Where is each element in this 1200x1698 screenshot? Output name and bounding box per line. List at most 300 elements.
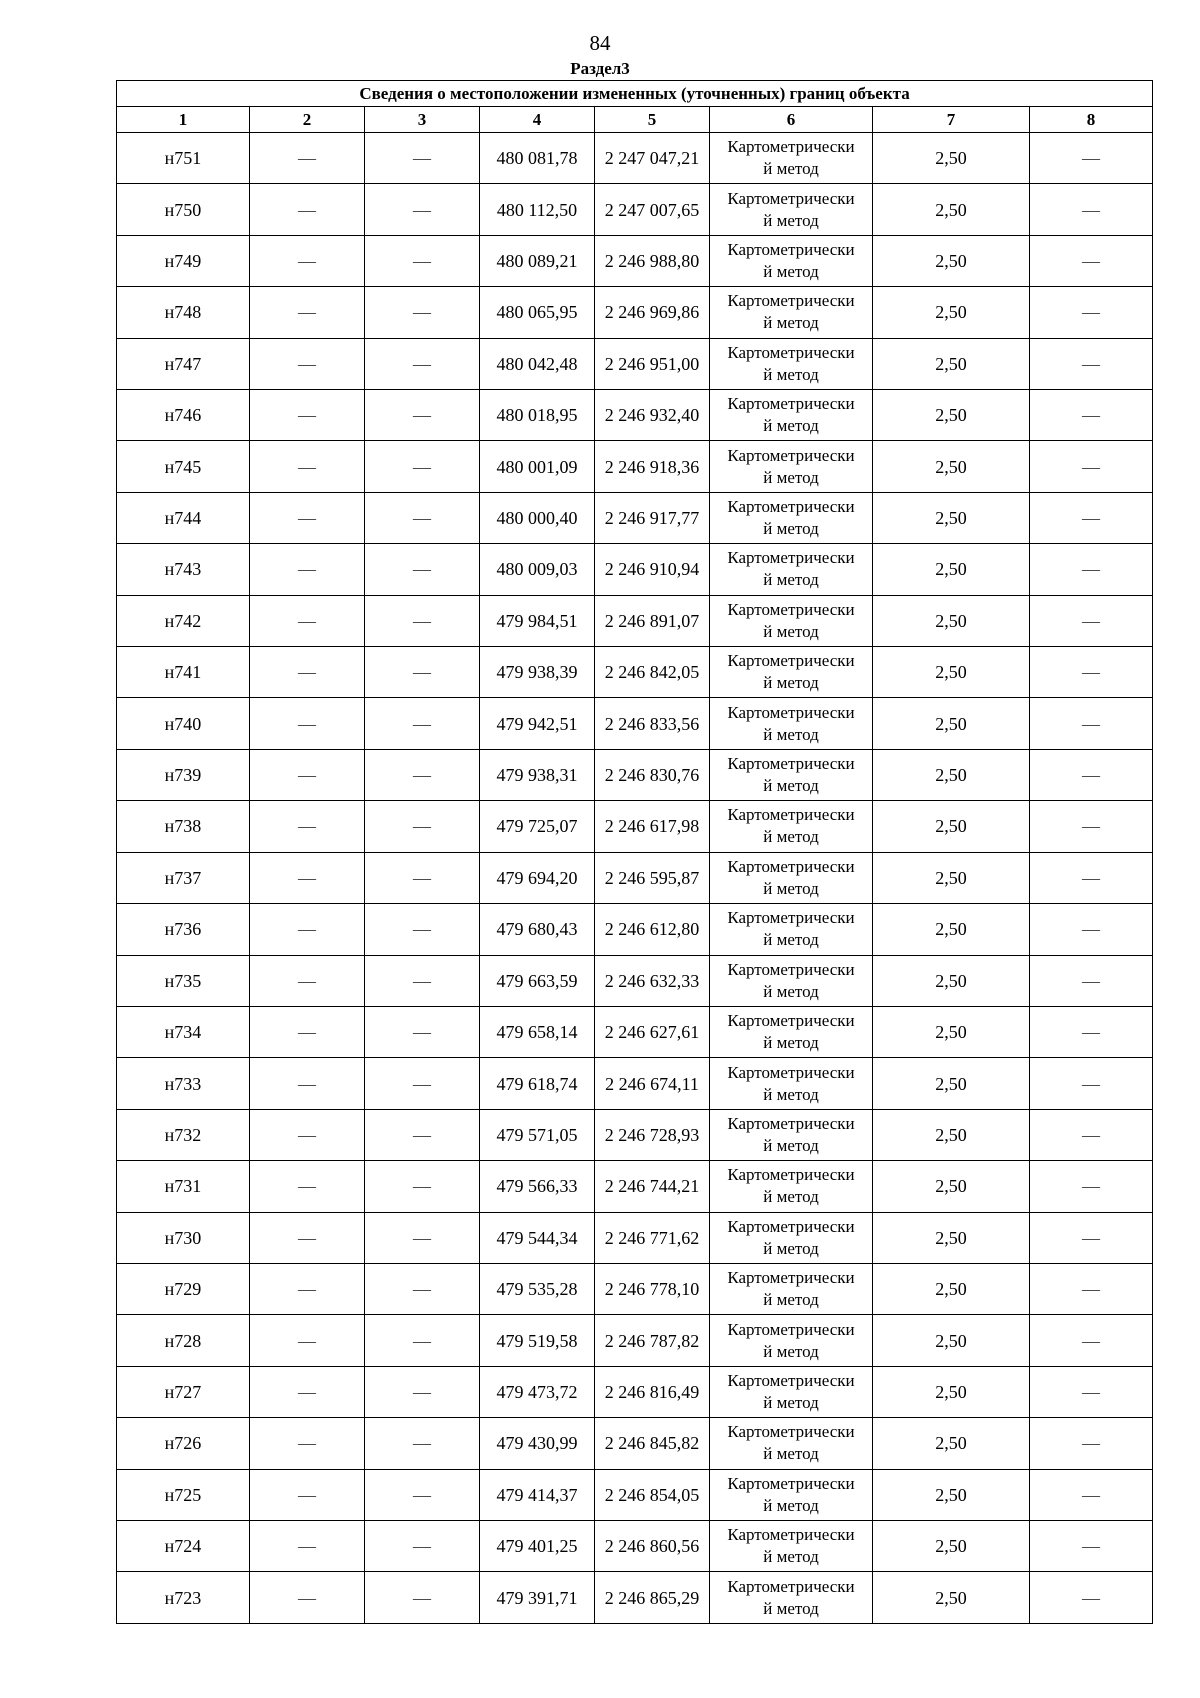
column-8-cell: — — [1030, 852, 1153, 903]
method-line-2: й метод — [763, 416, 819, 436]
column-2-cell: — — [250, 852, 365, 903]
method-line-2: й метод — [763, 467, 819, 487]
column-2-cell: — — [250, 1212, 365, 1263]
method-line-1: Картометрически — [727, 702, 855, 722]
accuracy-cell: 2,50 — [873, 492, 1030, 543]
method-line-2: й метод — [763, 827, 819, 847]
column-2-cell: — — [250, 1572, 365, 1624]
point-number-cell: н750 — [117, 184, 250, 235]
column-8-cell: — — [1030, 441, 1153, 492]
column-8-cell: — — [1030, 1520, 1153, 1571]
method-line-2: й метод — [763, 313, 819, 333]
point-number-cell: н748 — [117, 287, 250, 338]
method-cell — [710, 184, 873, 235]
y-coordinate-cell: 2 247 007,65 — [595, 184, 710, 235]
column-number: 7 — [873, 107, 1030, 133]
point-number-cell: н733 — [117, 1058, 250, 1109]
column-3-cell: — — [365, 852, 480, 903]
method-line-1: Картометрически — [727, 754, 855, 774]
y-coordinate-cell: 2 246 860,56 — [595, 1520, 710, 1571]
y-coordinate-cell: 2 246 918,36 — [595, 441, 710, 492]
method-line-1: Картометрически — [727, 1011, 855, 1031]
column-3-cell: — — [365, 801, 480, 852]
y-coordinate-cell: 2 246 632,33 — [595, 955, 710, 1006]
column-3-cell: — — [365, 1469, 480, 1520]
column-3-cell: — — [365, 544, 480, 595]
x-coordinate-cell: 480 000,40 — [480, 492, 595, 543]
point-number-cell: н744 — [117, 492, 250, 543]
method-line-1: Картометрически — [727, 445, 855, 465]
column-2-cell: — — [250, 698, 365, 749]
column-2-cell: — — [250, 595, 365, 646]
accuracy-cell: 2,50 — [873, 1366, 1030, 1417]
method-cell — [710, 1418, 873, 1469]
table-row — [117, 595, 1153, 646]
x-coordinate-cell: 480 112,50 — [480, 184, 595, 235]
x-coordinate-cell: 480 001,09 — [480, 441, 595, 492]
accuracy-cell: 2,50 — [873, 390, 1030, 441]
accuracy-cell: 2,50 — [873, 1212, 1030, 1263]
method-cell — [710, 955, 873, 1006]
y-coordinate-cell: 2 246 830,76 — [595, 749, 710, 800]
column-2-cell: — — [250, 441, 365, 492]
column-number: 2 — [250, 107, 365, 133]
method-line-1: Картометрически — [727, 291, 855, 311]
method-line-1: Картометрически — [727, 1525, 855, 1545]
point-number-cell: н747 — [117, 338, 250, 389]
method-cell — [710, 595, 873, 646]
x-coordinate-cell: 479 535,28 — [480, 1263, 595, 1314]
column-3-cell: — — [365, 1520, 480, 1571]
point-number-cell: н726 — [117, 1418, 250, 1469]
method-line-1: Картометрически — [727, 1370, 855, 1390]
column-2-cell: — — [250, 904, 365, 955]
method-line-2: й метод — [763, 364, 819, 384]
column-number: 5 — [595, 107, 710, 133]
column-8-cell: — — [1030, 1161, 1153, 1212]
column-2-cell: — — [250, 338, 365, 389]
column-8-cell: — — [1030, 698, 1153, 749]
column-2-cell: — — [250, 492, 365, 543]
y-coordinate-cell: 2 246 969,86 — [595, 287, 710, 338]
method-line-1: Картометрически — [727, 1062, 855, 1082]
column-3-cell: — — [365, 698, 480, 749]
column-2-cell: — — [250, 184, 365, 235]
y-coordinate-cell: 2 246 787,82 — [595, 1315, 710, 1366]
method-cell — [710, 1469, 873, 1520]
method-cell — [710, 1109, 873, 1160]
method-line-1: Картометрически — [727, 1165, 855, 1185]
column-number-row — [117, 107, 1153, 133]
column-8-cell: — — [1030, 955, 1153, 1006]
accuracy-cell: 2,50 — [873, 184, 1030, 235]
column-8-cell: — — [1030, 1263, 1153, 1314]
method-line-1: Картометрически — [727, 1473, 855, 1493]
x-coordinate-cell: 479 984,51 — [480, 595, 595, 646]
table-row — [117, 1520, 1153, 1571]
method-line-1: Картометрически — [727, 240, 855, 260]
method-line-2: й метод — [763, 1495, 819, 1515]
method-line-1: Картометрически — [727, 856, 855, 876]
method-cell — [710, 1366, 873, 1417]
accuracy-cell: 2,50 — [873, 338, 1030, 389]
table-row — [117, 133, 1153, 184]
y-coordinate-cell: 2 246 833,56 — [595, 698, 710, 749]
x-coordinate-cell: 480 009,03 — [480, 544, 595, 595]
method-cell — [710, 1263, 873, 1314]
point-number-cell: н737 — [117, 852, 250, 903]
method-line-1: Картометрически — [727, 1319, 855, 1339]
accuracy-cell: 2,50 — [873, 955, 1030, 1006]
boundary-coordinates-table — [116, 80, 1153, 1624]
column-3-cell: — — [365, 1263, 480, 1314]
table-row — [117, 1161, 1153, 1212]
column-number: 4 — [480, 107, 595, 133]
column-8-cell: — — [1030, 801, 1153, 852]
x-coordinate-cell: 479 680,43 — [480, 904, 595, 955]
table-row — [117, 698, 1153, 749]
method-cell — [710, 492, 873, 543]
method-cell — [710, 647, 873, 698]
column-8-cell: — — [1030, 1109, 1153, 1160]
column-8-cell: — — [1030, 647, 1153, 698]
method-cell — [710, 1315, 873, 1366]
point-number-cell: н730 — [117, 1212, 250, 1263]
column-3-cell: — — [365, 904, 480, 955]
method-line-2: й метод — [763, 878, 819, 898]
method-line-1: Картометрически — [727, 599, 855, 619]
method-cell — [710, 133, 873, 184]
column-2-cell: — — [250, 1315, 365, 1366]
method-line-1: Картометрически — [727, 188, 855, 208]
column-3-cell: — — [365, 492, 480, 543]
column-8-cell: — — [1030, 184, 1153, 235]
column-8-cell: — — [1030, 235, 1153, 286]
point-number-cell: н724 — [117, 1520, 250, 1571]
column-2-cell: — — [250, 1418, 365, 1469]
column-8-cell: — — [1030, 1469, 1153, 1520]
accuracy-cell: 2,50 — [873, 1469, 1030, 1520]
x-coordinate-cell: 479 618,74 — [480, 1058, 595, 1109]
table-row — [117, 544, 1153, 595]
column-3-cell: — — [365, 390, 480, 441]
column-8-cell: — — [1030, 1366, 1153, 1417]
method-line-1: Картометрически — [727, 805, 855, 825]
method-line-2: й метод — [763, 262, 819, 282]
table-row — [117, 647, 1153, 698]
x-coordinate-cell: 479 658,14 — [480, 1006, 595, 1057]
x-coordinate-cell: 479 430,99 — [480, 1418, 595, 1469]
x-coordinate-cell: 479 414,37 — [480, 1469, 595, 1520]
y-coordinate-cell: 2 246 951,00 — [595, 338, 710, 389]
column-number: 3 — [365, 107, 480, 133]
column-3-cell: — — [365, 647, 480, 698]
column-8-cell: — — [1030, 1212, 1153, 1263]
point-number-cell: н740 — [117, 698, 250, 749]
table-row — [117, 235, 1153, 286]
accuracy-cell: 2,50 — [873, 698, 1030, 749]
method-line-2: й метод — [763, 570, 819, 590]
y-coordinate-cell: 2 246 728,93 — [595, 1109, 710, 1160]
accuracy-cell: 2,50 — [873, 287, 1030, 338]
method-line-1: Картометрически — [727, 497, 855, 517]
column-8-cell: — — [1030, 1058, 1153, 1109]
accuracy-cell: 2,50 — [873, 1315, 1030, 1366]
column-3-cell: — — [365, 1161, 480, 1212]
method-line-2: й метод — [763, 621, 819, 641]
table-row — [117, 338, 1153, 389]
method-line-1: Картометрически — [727, 1113, 855, 1133]
x-coordinate-cell: 480 018,95 — [480, 390, 595, 441]
page-number: 84 — [589, 31, 611, 55]
y-coordinate-cell: 2 246 778,10 — [595, 1263, 710, 1314]
y-coordinate-cell: 2 246 842,05 — [595, 647, 710, 698]
method-line-2: й метод — [763, 1392, 819, 1412]
column-3-cell: — — [365, 1006, 480, 1057]
x-coordinate-cell: 480 065,95 — [480, 287, 595, 338]
method-line-1: Картометрически — [727, 1422, 855, 1442]
column-3-cell: — — [365, 1315, 480, 1366]
accuracy-cell: 2,50 — [873, 1418, 1030, 1469]
column-3-cell: — — [365, 749, 480, 800]
accuracy-cell: 2,50 — [873, 801, 1030, 852]
column-8-cell: — — [1030, 904, 1153, 955]
method-cell — [710, 287, 873, 338]
method-line-1: Картометрически — [727, 959, 855, 979]
y-coordinate-cell: 2 246 771,62 — [595, 1212, 710, 1263]
point-number-cell: н741 — [117, 647, 250, 698]
y-coordinate-cell: 2 246 932,40 — [595, 390, 710, 441]
y-coordinate-cell: 2 246 854,05 — [595, 1469, 710, 1520]
column-2-cell: — — [250, 1109, 365, 1160]
column-3-cell: — — [365, 338, 480, 389]
point-number-cell: н736 — [117, 904, 250, 955]
point-number-cell: н746 — [117, 390, 250, 441]
column-2-cell: — — [250, 390, 365, 441]
x-coordinate-cell: 479 938,39 — [480, 647, 595, 698]
column-2-cell: — — [250, 1006, 365, 1057]
method-cell — [710, 904, 873, 955]
table-row — [117, 1263, 1153, 1314]
column-3-cell: — — [365, 1572, 480, 1624]
column-3-cell: — — [365, 1418, 480, 1469]
table-row — [117, 801, 1153, 852]
accuracy-cell: 2,50 — [873, 647, 1030, 698]
table-row — [117, 904, 1153, 955]
point-number-cell: н729 — [117, 1263, 250, 1314]
column-8-cell: — — [1030, 749, 1153, 800]
y-coordinate-cell: 2 246 891,07 — [595, 595, 710, 646]
accuracy-cell: 2,50 — [873, 852, 1030, 903]
method-cell — [710, 1572, 873, 1624]
column-8-cell: — — [1030, 133, 1153, 184]
accuracy-cell: 2,50 — [873, 1161, 1030, 1212]
method-line-1: Картометрически — [727, 394, 855, 414]
method-line-2: й метод — [763, 1238, 819, 1258]
x-coordinate-cell: 479 473,72 — [480, 1366, 595, 1417]
column-2-cell: — — [250, 1469, 365, 1520]
table-row — [117, 1366, 1153, 1417]
y-coordinate-cell: 2 246 988,80 — [595, 235, 710, 286]
method-line-2: й метод — [763, 1135, 819, 1155]
point-number-cell: н749 — [117, 235, 250, 286]
column-number: 8 — [1030, 107, 1153, 133]
table-row — [117, 749, 1153, 800]
method-line-2: й метод — [763, 1033, 819, 1053]
x-coordinate-cell: 479 571,05 — [480, 1109, 595, 1160]
accuracy-cell: 2,50 — [873, 133, 1030, 184]
y-coordinate-cell: 2 246 910,94 — [595, 544, 710, 595]
table-row — [117, 492, 1153, 543]
accuracy-cell: 2,50 — [873, 1058, 1030, 1109]
column-2-cell: — — [250, 1520, 365, 1571]
x-coordinate-cell: 480 081,78 — [480, 133, 595, 184]
method-line-1: Картометрически — [727, 1216, 855, 1236]
column-2-cell: — — [250, 133, 365, 184]
method-cell — [710, 852, 873, 903]
column-number: 6 — [710, 107, 873, 133]
accuracy-cell: 2,50 — [873, 1109, 1030, 1160]
method-line-2: й метод — [763, 159, 819, 179]
method-line-2: й метод — [763, 981, 819, 1001]
table-row — [117, 1469, 1153, 1520]
method-line-2: й метод — [763, 930, 819, 950]
column-3-cell: — — [365, 1109, 480, 1160]
column-2-cell: — — [250, 1161, 365, 1212]
accuracy-cell: 2,50 — [873, 1572, 1030, 1624]
table-caption: Сведения о местоположении измененных (уточненных) границ объекта — [117, 81, 1153, 107]
column-2-cell: — — [250, 235, 365, 286]
accuracy-cell: 2,50 — [873, 441, 1030, 492]
column-2-cell: — — [250, 801, 365, 852]
point-number-cell: н728 — [117, 1315, 250, 1366]
column-3-cell: — — [365, 235, 480, 286]
x-coordinate-cell: 479 694,20 — [480, 852, 595, 903]
method-cell — [710, 235, 873, 286]
y-coordinate-cell: 2 246 845,82 — [595, 1418, 710, 1469]
method-line-2: й метод — [763, 776, 819, 796]
method-cell — [710, 1212, 873, 1263]
method-cell — [710, 1161, 873, 1212]
table-row — [117, 184, 1153, 235]
method-line-1: Картометрически — [727, 137, 855, 157]
column-8-cell: — — [1030, 390, 1153, 441]
method-line-2: й метод — [763, 1444, 819, 1464]
method-line-1: Картометрически — [727, 548, 855, 568]
x-coordinate-cell: 479 938,31 — [480, 749, 595, 800]
column-2-cell: — — [250, 544, 365, 595]
y-coordinate-cell: 2 246 627,61 — [595, 1006, 710, 1057]
y-coordinate-cell: 2 246 816,49 — [595, 1366, 710, 1417]
column-8-cell: — — [1030, 287, 1153, 338]
point-number-cell: н725 — [117, 1469, 250, 1520]
method-cell — [710, 441, 873, 492]
x-coordinate-cell: 479 942,51 — [480, 698, 595, 749]
column-8-cell: — — [1030, 1418, 1153, 1469]
point-number-cell: н734 — [117, 1006, 250, 1057]
accuracy-cell: 2,50 — [873, 544, 1030, 595]
column-3-cell: — — [365, 955, 480, 1006]
column-2-cell: — — [250, 647, 365, 698]
column-3-cell: — — [365, 595, 480, 646]
point-number-cell: н732 — [117, 1109, 250, 1160]
x-coordinate-cell: 479 566,33 — [480, 1161, 595, 1212]
column-2-cell: — — [250, 1366, 365, 1417]
point-number-cell: н738 — [117, 801, 250, 852]
method-cell — [710, 390, 873, 441]
method-cell — [710, 1006, 873, 1057]
point-number-cell: н745 — [117, 441, 250, 492]
column-2-cell: — — [250, 287, 365, 338]
table-row — [117, 1212, 1153, 1263]
table-row — [117, 390, 1153, 441]
method-cell — [710, 1520, 873, 1571]
point-number-cell: н727 — [117, 1366, 250, 1417]
point-number-cell: н731 — [117, 1161, 250, 1212]
accuracy-cell: 2,50 — [873, 1263, 1030, 1314]
x-coordinate-cell: 480 042,48 — [480, 338, 595, 389]
y-coordinate-cell: 2 246 674,11 — [595, 1058, 710, 1109]
y-coordinate-cell: 2 247 047,21 — [595, 133, 710, 184]
accuracy-cell: 2,50 — [873, 235, 1030, 286]
column-3-cell: — — [365, 184, 480, 235]
column-3-cell: — — [365, 1212, 480, 1263]
y-coordinate-cell: 2 246 612,80 — [595, 904, 710, 955]
y-coordinate-cell: 2 246 744,21 — [595, 1161, 710, 1212]
column-8-cell: — — [1030, 492, 1153, 543]
x-coordinate-cell: 479 663,59 — [480, 955, 595, 1006]
method-cell — [710, 338, 873, 389]
method-line-2: й метод — [763, 1341, 819, 1361]
method-line-2: й метод — [763, 1598, 819, 1618]
x-coordinate-cell: 479 401,25 — [480, 1520, 595, 1571]
method-cell — [710, 698, 873, 749]
table-row — [117, 1315, 1153, 1366]
x-coordinate-cell: 479 544,34 — [480, 1212, 595, 1263]
column-2-cell: — — [250, 749, 365, 800]
table-row — [117, 1109, 1153, 1160]
column-3-cell: — — [365, 441, 480, 492]
column-3-cell: — — [365, 133, 480, 184]
table-row — [117, 852, 1153, 903]
column-3-cell: — — [365, 1366, 480, 1417]
method-line-1: Картометрически — [727, 908, 855, 928]
table-row — [117, 1058, 1153, 1109]
point-number-cell: н735 — [117, 955, 250, 1006]
column-8-cell: — — [1030, 338, 1153, 389]
method-cell — [710, 544, 873, 595]
column-8-cell: — — [1030, 1006, 1153, 1057]
column-8-cell: — — [1030, 544, 1153, 595]
x-coordinate-cell: 480 089,21 — [480, 235, 595, 286]
table-row — [117, 1006, 1153, 1057]
method-line-2: й метод — [763, 1187, 819, 1207]
method-line-2: й метод — [763, 673, 819, 693]
accuracy-cell: 2,50 — [873, 749, 1030, 800]
point-number-cell: н742 — [117, 595, 250, 646]
point-number-cell: н743 — [117, 544, 250, 595]
method-line-2: й метод — [763, 724, 819, 744]
column-3-cell: — — [365, 287, 480, 338]
x-coordinate-cell: 479 519,58 — [480, 1315, 595, 1366]
accuracy-cell: 2,50 — [873, 1520, 1030, 1571]
method-line-1: Картометрически — [727, 651, 855, 671]
y-coordinate-cell: 2 246 617,98 — [595, 801, 710, 852]
method-line-2: й метод — [763, 1290, 819, 1310]
method-line-2: й метод — [763, 519, 819, 539]
point-number-cell: н751 — [117, 133, 250, 184]
accuracy-cell: 2,50 — [873, 904, 1030, 955]
